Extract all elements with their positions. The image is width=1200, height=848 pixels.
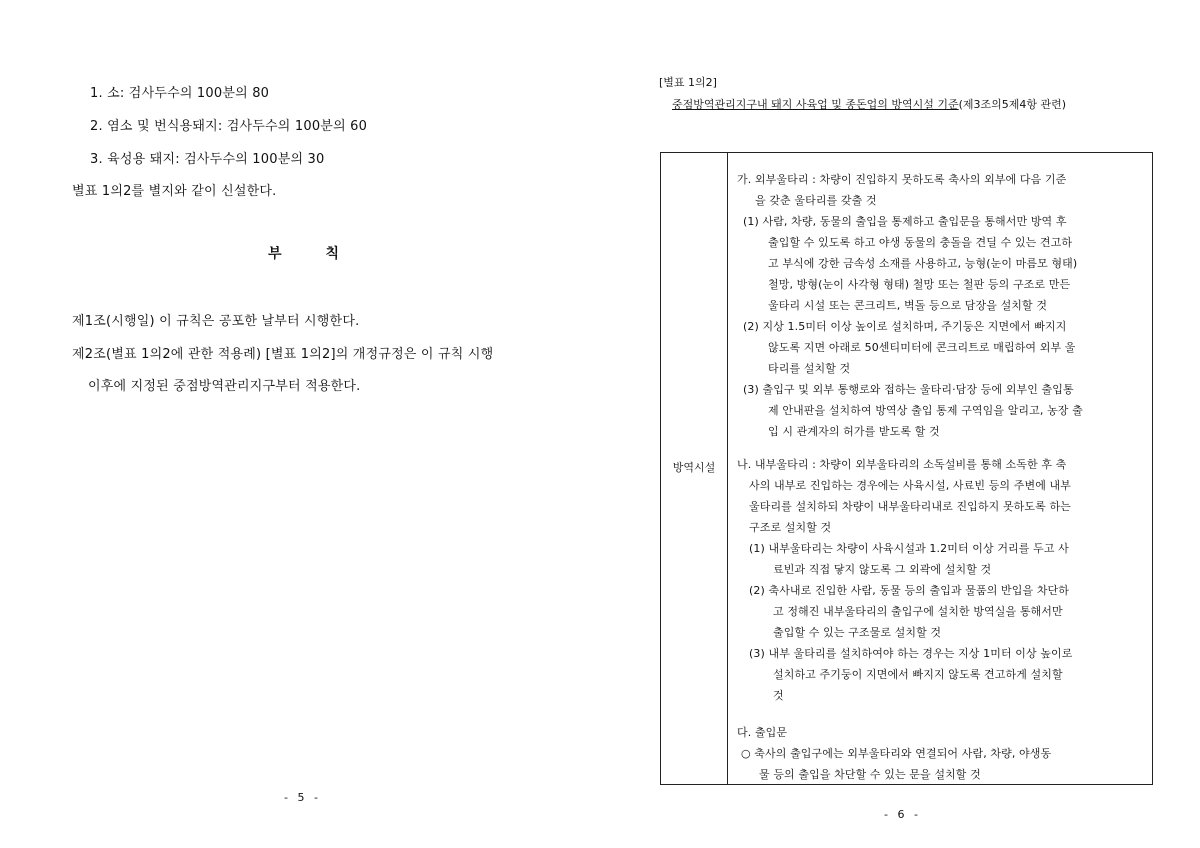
text-line: 입 시 관계자의 허가를 받도록 할 것 — [768, 425, 940, 438]
annex-title — [672, 96, 1066, 112]
text-line: 철망, 방형(눈이 사각형 형태) 철망 또는 철판 등의 구조로 만든 — [768, 278, 1071, 291]
article-2-line-2: 이후에 지정된 중점방역관리지구부터 적용한다. — [88, 379, 361, 394]
text-line: 출입할 수 있는 구조물로 설치할 것 — [773, 626, 942, 639]
text-line: (3) 내부 울타리를 설치하여야 하는 경우는 지상 1미터 이상 높이로 — [749, 647, 1073, 660]
text-line: 설치하고 주기둥이 지면에서 빠지지 않도록 견고하게 설치할 — [773, 668, 1063, 681]
column-divider — [727, 153, 728, 784]
article-2-line-1: 제2조(별표 1의2에 관한 적용례) [별표 1의2]의 개정규정은 이 규칙 시행 — [72, 347, 494, 362]
annex-title-main: 중점방역관리지구내 돼지 사육업 및 종돈업의 방역시설 기준 — [672, 98, 959, 111]
text-line: 가. 외부울타리 : 차량이 진입하지 못하도록 축사의 외부에 다음 기준 — [737, 173, 1067, 186]
text-line: ○ 축사의 출입구에는 외부울타리와 연결되어 사람, 차량, 야생동 — [741, 747, 1052, 760]
new-table-note: 별표 1의2를 별지와 같이 신설한다. — [72, 184, 277, 199]
item-2-goat-breeding-pig: 2. 염소 및 번식용돼지: 검사두수의 100분의 60 — [90, 119, 368, 134]
text-line: 을 갖춘 울타리를 갖출 것 — [755, 194, 877, 207]
text-line: (1) 사람, 차량, 동물의 출입을 통제하고 출입문을 통해서만 방역 후 — [743, 215, 1067, 228]
text-line: 타리를 설치할 것 — [768, 362, 851, 375]
text-line: 않도록 지면 아래로 50센티미터에 콘크리트로 매립하여 외부 울 — [768, 341, 1076, 354]
right-page — [600, 0, 1200, 848]
supplementary-heading: 부칙 — [268, 246, 384, 262]
text-line: 구조로 설치할 것 — [749, 521, 832, 534]
page-number: - 6 - — [884, 808, 921, 821]
text-line: 고 정해진 내부울타리의 출입구에 설치한 방역실을 통해서만 — [773, 605, 1063, 618]
standards-cell — [729, 153, 1152, 784]
annex-title-ref: (제3조의5제4항 관련) — [958, 98, 1067, 111]
text-line: 것 — [773, 689, 784, 702]
text-line: 나. 내부울타리 : 차량이 외부울타리의 소독설비를 통해 소독한 후 축 — [737, 458, 1067, 471]
text-line: (2) 지상 1.5미터 이상 높이로 설치하며, 주기둥은 지면에서 빠지지 — [743, 320, 1067, 333]
text-line: 울타리를 설치하되 차량이 내부울타리내로 진입하지 못하도록 하는 — [749, 500, 1071, 513]
text-line: (1) 내부울타리는 차량이 사육시설과 1.2미터 이상 거리를 두고 사 — [749, 542, 1069, 555]
page-number: - 5 - — [284, 791, 321, 804]
annex-tag: [별표 1의2] — [659, 76, 717, 89]
text-line: 울타리 시설 또는 콘크리트, 벽돌 등으로 담장을 설치할 것 — [768, 299, 1048, 312]
text-line: 다. 출입문 — [737, 726, 788, 739]
text-line: 고 부식에 강한 금속성 소재를 사용하고, 능형(눈이 마름모 형태) — [768, 257, 1078, 270]
item-3-growing-pig: 3. 육성용 돼지: 검사두수의 100분의 30 — [90, 152, 325, 167]
text-line: 료빈과 직접 닿지 않도록 그 외곽에 설치할 것 — [773, 563, 992, 576]
text-line: 사의 내부로 진입하는 경우에는 사육시설, 사료빈 등의 주변에 내부 — [749, 479, 1071, 492]
text-line: (3) 출입구 및 외부 통행로와 접하는 울타리·담장 등에 외부인 출입통 — [743, 383, 1074, 396]
facility-standards-table — [660, 152, 1153, 785]
article-1: 제1조(시행일) 이 규칙은 공포한 날부터 시행한다. — [72, 314, 360, 329]
text-line: (2) 축사내로 진입한 사람, 동물 등의 출입과 물품의 반입을 차단하 — [749, 584, 1069, 597]
text-line: 출입할 수 있도록 하고 야생 동물의 충돌을 견딜 수 있는 견고하 — [768, 236, 1073, 249]
text-line: 제 안내판을 설치하여 방역상 출입 통제 구역임을 알리고, 농장 출 — [768, 404, 1083, 417]
item-1-cattle: 1. 소: 검사두수의 100분의 80 — [90, 86, 270, 101]
text-line: 물 등의 출입을 차단할 수 있는 문을 설치할 것 — [759, 768, 981, 781]
row-header: 방역시설 — [672, 461, 716, 474]
